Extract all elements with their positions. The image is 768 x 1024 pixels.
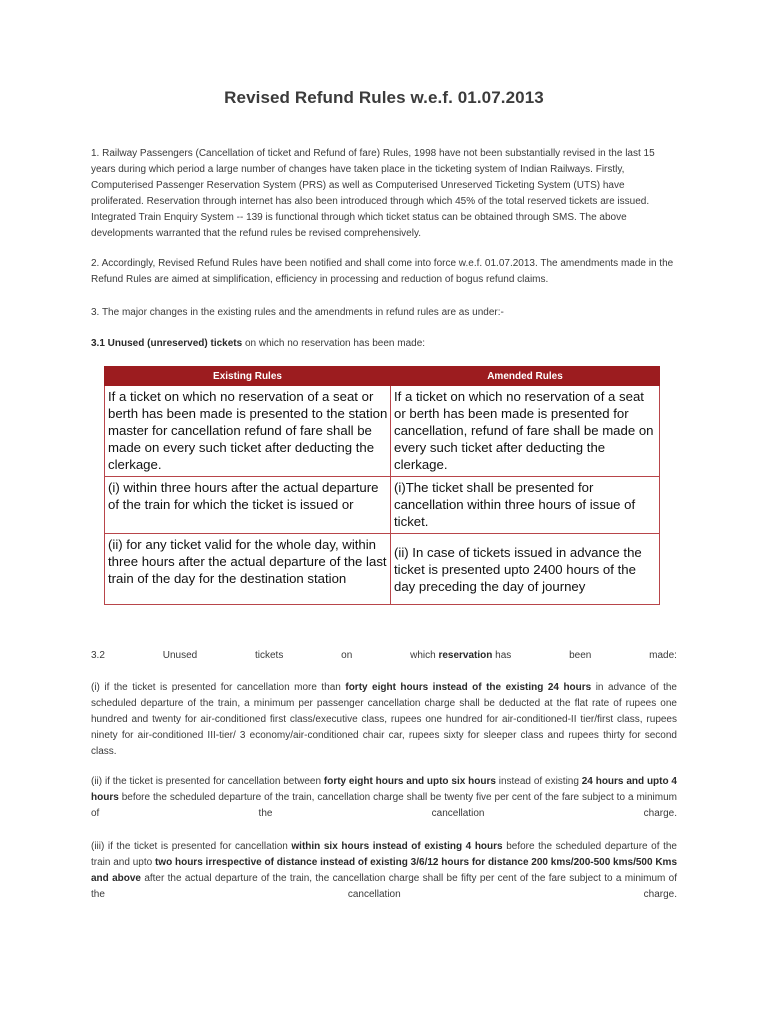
paragraph-2: 2. Accordingly, Revised Refund Rules have been notified and shall come into force w.e.f. 01.07.2013. The amendments made in the Refund Rules are aimed at simplification, efficiency in processing and reduction of bogus refund claims. (91, 258, 674, 285)
section-3-2-word: tickets (255, 650, 284, 661)
clause-text: instead of existing (495, 776, 582, 787)
section-3-2-word: been (569, 650, 592, 661)
rules-comparison-table (104, 366, 660, 605)
clause-bold: two hours irrespective of distance instead of existing 3/6/12 hours for distance 200 kms/200-500 kms/500 Kms and above (91, 857, 677, 884)
existing-rule-cell: If a ticket on which no reservation of a seat or berth has been made is presented to the station master for cancellation refund of fare shall be made on every such ticket after deducting the clerkage. (105, 386, 391, 477)
clause-3-2-iii (91, 839, 677, 903)
clause-3-2-i (91, 680, 677, 760)
table-row (105, 386, 660, 477)
section-3-1-rest: on which no reservation has been made: (242, 338, 426, 349)
clause-bold: forty eight hours instead of the existing 24 hours (345, 682, 592, 693)
clause-text: before the scheduled departure of the train, cancellation charge shall be twenty five per cent of the fare subject to a minimum of the cancellation charge. (91, 792, 677, 819)
paragraph-1: 1. Railway Passengers (Cancellation of ticket and Refund of fare) Rules, 1998 have not been substantially revised in the last 15 years during which period a large number of changes have taken place in the ticketing system of Indian Railways. Firstly, Computerised Passenger Reservation System (PRS) as well as Computerised Unreserved Ticketing System (UTS) have proliferated. Reservation through internet has also been introduced through which 45% of the total reserved tickets are issued. Integrated Train Enquiry System -- 139 is functional through which ticket status can be obtained through SMS. The above developments warranted that the refund rules be revised comprehensively. (91, 148, 655, 239)
table-row (105, 534, 660, 605)
clause-bold: forty eight hours and upto six hours (323, 776, 496, 787)
amended-rule-cell: If a ticket on which no reservation of a seat or berth has been made is presented for cancellation, refund of fare shall be made on every such ticket after deducting the clerkage. (391, 386, 660, 477)
header-amended-rules: Amended Rules (391, 367, 660, 386)
section-3-2-word: 3.2 (91, 650, 105, 661)
amended-rule-cell: (ii) In case of tickets issued in advance the ticket is presented upto 2400 hours of the day preceding the day of journey (391, 534, 660, 605)
amended-rule-cell: (i)The ticket shall be presented for cancellation within three hours of issue of ticket. (391, 477, 660, 534)
clause-3-2-ii (91, 774, 677, 822)
section-3-2-word: which (410, 650, 436, 661)
header-existing-rules: Existing Rules (105, 367, 391, 386)
clause-text: (iii) if the ticket is presented for cancellation (91, 841, 292, 852)
clause-text: (i) if the ticket is presented for cancellation more than (91, 682, 346, 693)
section-3-2-word: has (495, 650, 512, 661)
table-row (105, 477, 660, 534)
clause-bold: within six hours instead of existing 4 hours (291, 841, 503, 852)
section-3-2-bold: reservation (438, 650, 493, 661)
document-title: Revised Refund Rules w.e.f. 01.07.2013 (224, 88, 544, 107)
existing-rule-cell: (i) within three hours after the actual departure of the train for which the ticket is issued or (105, 477, 391, 534)
paragraph-3: 3. The major changes in the existing rules and the amendments in refund rules are as under:- (91, 307, 504, 318)
section-3-2-word: made: (649, 650, 677, 661)
section-3-2-which-reservation-has (410, 649, 511, 663)
section-3-2-word: on (341, 650, 353, 661)
section-3-2-heading (91, 649, 677, 663)
section-3-1-heading (91, 337, 425, 351)
section-3-2-word: Unused (162, 650, 198, 661)
clause-text: before the scheduled departure of the train and upto (91, 841, 677, 868)
table-header-row (105, 367, 660, 386)
clause-text: after the actual departure of the train, the cancellation charge shall be fifty per cent of the fare subject to a minimum of the cancellation charge. (91, 873, 677, 900)
clause-bold: 24 hours and upto 4 hours (91, 776, 677, 803)
clause-text: in advance of the scheduled departure of the train, a minimum per passenger cancellation charge shall be deducted at the flat rate of rupees one hundred and twenty for air-conditioned first class/executive class, rupees one hundred for air-conditioned-II tier/first class, rupees ninety for air-conditioned III-tier/ 3 economy/air-conditioned chair car, rupees sixty for sleeper class and rupees thirty for second class. (91, 682, 677, 757)
clause-text: (ii) if the ticket is presented for cancellation between (91, 776, 324, 787)
existing-rule-cell: (ii) for any ticket valid for the whole day, within three hours after the actual departure of the last train of the day for the destination station (105, 534, 391, 605)
section-3-1-bold: 3.1 Unused (unreserved) tickets (91, 338, 243, 349)
